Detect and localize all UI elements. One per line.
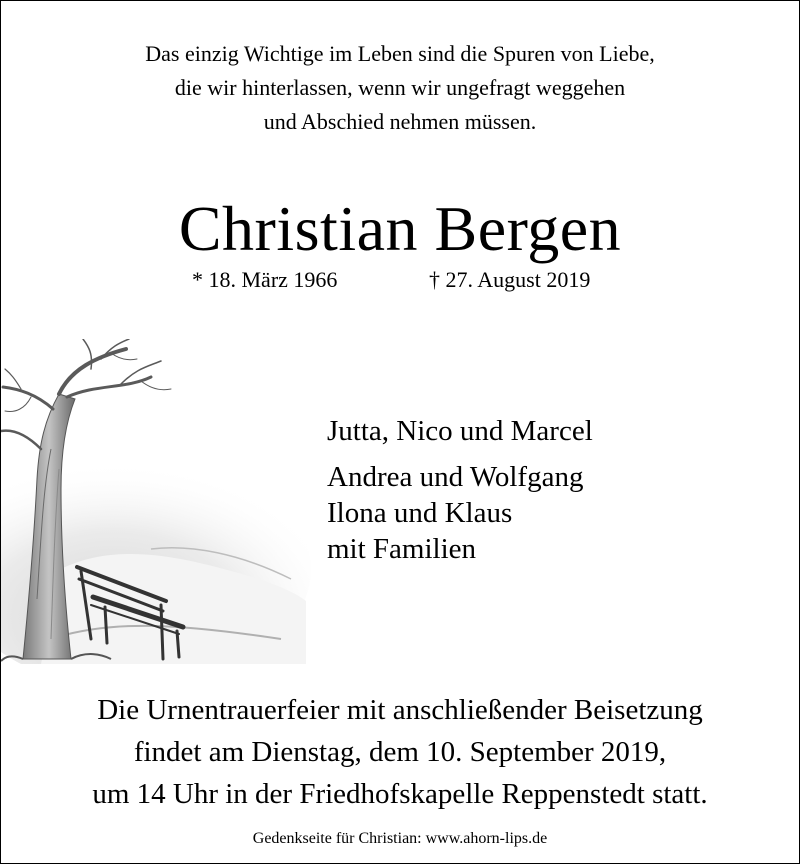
memorial-page-link: Gedenkseite für Christian: www.ahorn-lips.de	[252, 830, 548, 847]
death-date: † 27. August 2019	[429, 267, 591, 292]
ceremony-line: Die Urnentrauerfeier mit anschließender Beisetzung	[97, 694, 703, 726]
ceremony-announcement	[1, 689, 799, 815]
mourner-line: Andrea und Wolfgang	[327, 461, 584, 493]
ceremony-line: findet am Dienstag, dem 10. September 2019,	[133, 736, 667, 768]
ceremony-line: um 14 Uhr in der Friedhofskapelle Reppenstedt statt.	[92, 778, 708, 810]
memorial-quote	[1, 37, 799, 139]
mourner-line: mit Familien	[327, 533, 477, 565]
quote-line: Das einzig Wichtige im Leben sind die Spuren von Liebe,	[145, 41, 655, 66]
mourners-list	[327, 413, 593, 567]
birth-date: * 18. März 1966	[192, 267, 338, 292]
deceased-name: Christian Bergen	[178, 193, 622, 264]
quote-line: die wir hinterlassen, wenn wir ungefragt weggehen	[174, 75, 626, 100]
mourner-line: Jutta, Nico und Marcel	[327, 415, 593, 447]
quote-line: und Abschied nehmen müssen.	[263, 109, 537, 134]
spacer	[327, 449, 593, 459]
tree-bench-icon	[1, 339, 311, 664]
mourner-line: Ilona und Klaus	[327, 497, 513, 529]
